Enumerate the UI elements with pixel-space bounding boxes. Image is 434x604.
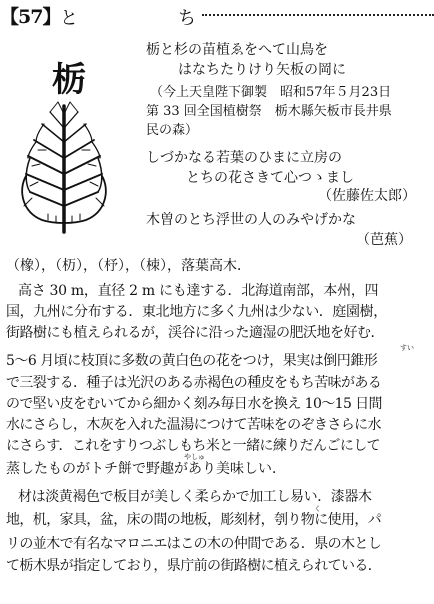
entry-name-first-char: と [60,8,78,29]
entry-header [0,0,434,32]
ruby-annotation: く [314,505,321,513]
poem-line: はなちたりけり矢板の岡に [178,62,346,78]
body-text-line: 国，九州に分布する．東北地方に多く九州は少ない．庭園樹， [6,304,387,320]
poem-author: （芭蕉） [356,232,412,248]
title-kanji: 栃 [52,60,86,100]
body-text-line: 地，机，家具，盆，床の間の地板，彫刻材，刳り物に使用，パ [6,512,382,528]
entry-name-second-char: ち [178,8,196,29]
body-text-line: （橡），（杤），（杼），（栜），落葉高木． [6,258,251,274]
poem-line: 栃と杉の苗植ゑをへて山鳥を [146,42,328,58]
body-text-line: 蒸したものがトチ餅で野趣があり美味しい． [6,461,286,477]
tree-illustration-icon [12,94,116,234]
poem-note: （今上天皇陛下御製 昭和57年５月23日 [150,85,392,100]
body-text-line: ので堅い皮をむいてから細かく刻み毎日水を換え 10～15 日間 [6,396,382,412]
body-text-line: にさらす．これをすりつぶしもち米と一緒に練りだんごにして [6,438,381,454]
body-text-line: 高さ 30 m，直径 2 m にも達する．北海道南部，本州，四 [18,283,379,299]
body-text-line: て栃木県が指定しており，県庁前の街路樹に植えられている． [6,558,382,574]
entry-number: 【57】 [0,6,61,28]
body-text-line: 5～6 月頃に枝頂に多数の黄白色の花をつけ，果実は倒円錐形 [6,353,378,369]
poem-line: とちの花さきて心つゝまし [186,170,354,186]
ruby-annotation: すい [400,344,414,352]
body-text-line: で三裂する．種子は光沢のある赤褐色の種皮をもち苦味がある [6,375,382,391]
poem-note: 第 33 回全国植樹祭 栃木縣矢板市長井県 [146,104,392,119]
body-text-line: 材は淡黄褐色で板目が美しく柔らかで加工し易い．漆器木 [18,489,372,505]
body-text-line: 街路樹にも植えられるが，渓谷に沿った適湿の肥沃地を好む． [6,325,384,341]
header-dotted-rule [202,14,434,16]
poem-note: 民の森） [146,123,199,138]
body-text-line: 水にさらし，木灰を入れた温湯につけて苦味をのぞきさらに水 [6,417,381,433]
ruby-annotation: やしゅ [184,453,205,461]
poem-line: 木曽のとち浮世の人のみやげかな [146,212,356,228]
poem-author: （佐藤佐太郎） [318,188,416,204]
body-text-line: リの並木で有名なマロニエはこの木の仲間である．県の木とし [6,536,382,552]
poem-line: しづかなる若葉のひまに立房の [146,150,342,166]
